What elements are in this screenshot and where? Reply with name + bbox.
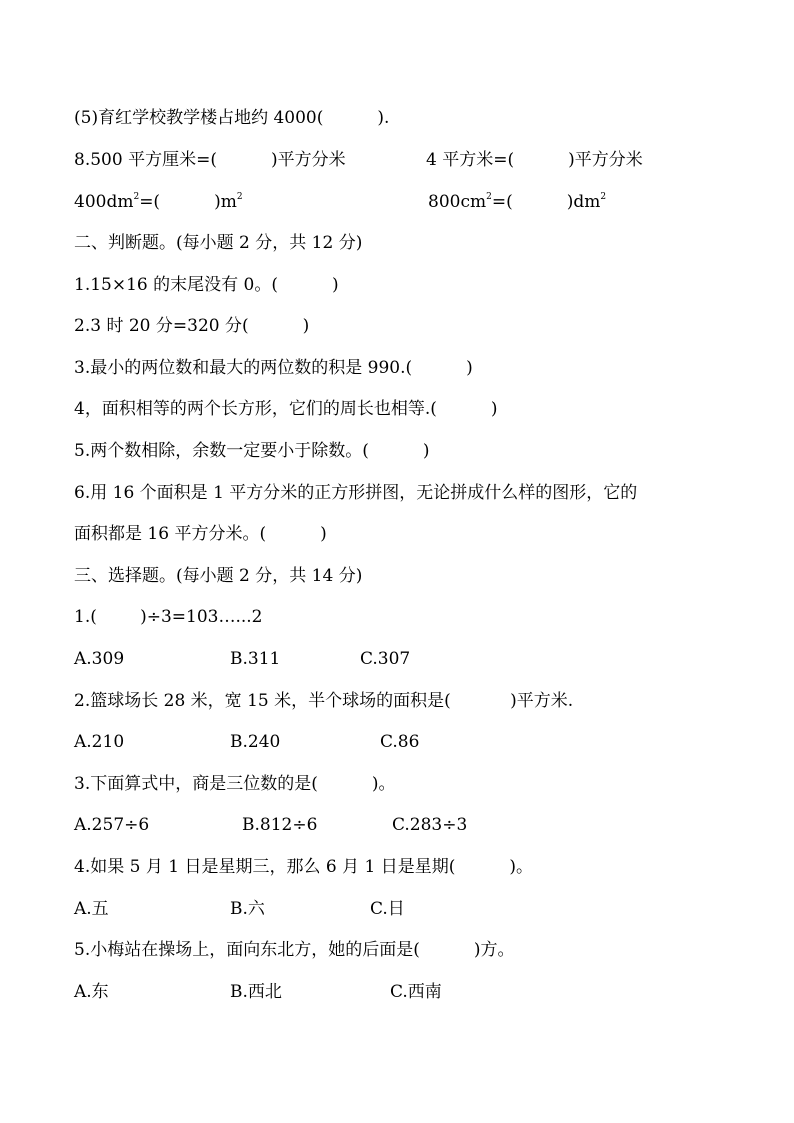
choice-question-3: 3.下面算式中，商是三位数的是( )。 — [74, 774, 396, 794]
unit-text: =( )m — [139, 192, 237, 212]
choice-q2-option-a: A.210 — [74, 732, 125, 752]
fill-in-item-5: (5)育红学校教学楼占地约 4000( ). — [74, 108, 390, 128]
superscript: 2 — [236, 192, 243, 202]
judgement-item-3: 3.最小的两位数和最大的两位数的积是 990.( ) — [74, 358, 473, 378]
judgement-heading: 二、判断题。(每小题 2 分，共 12 分) — [74, 233, 363, 253]
judgement-item-5: 5.两个数相除，余数一定要小于除数。( ) — [74, 441, 430, 461]
choice-q2-option-c: C.86 — [380, 732, 420, 752]
choice-q4-option-a: A.五 — [74, 899, 109, 919]
choice-question-4: 4.如果 5 月 1 日是星期三，那么 6 月 1 日是星期( )。 — [74, 857, 534, 877]
choice-question-1: 1.( )÷3=103…...2 — [74, 607, 263, 627]
judgement-item-6-line-2: 面积都是 16 平方分米。( ) — [74, 524, 327, 544]
choice-q1-option-a: A.309 — [74, 649, 125, 669]
fill-in-q8-right: 4 平方米=( )平方分米 — [426, 150, 643, 170]
choice-q4-option-b: B.六 — [230, 899, 265, 919]
choice-q2-option-b: B.240 — [230, 732, 281, 752]
fill-in-q8b-right — [428, 191, 606, 213]
choice-question-2: 2.篮球场长 28 米，宽 15 米，半个球场的面积是( )平方米. — [74, 691, 574, 711]
choice-q4-option-c: C.日 — [370, 899, 405, 919]
judgement-item-1: 1.15×16 的末尾没有 0。( ) — [74, 275, 339, 295]
superscript: 2 — [133, 192, 140, 202]
choice-q3-option-a: A.257÷6 — [74, 815, 150, 835]
unit-text: =( )dm — [491, 192, 601, 212]
superscript: 2 — [486, 192, 492, 202]
fill-in-q8b-left — [74, 191, 243, 213]
unit-text: 800cm — [428, 192, 487, 212]
judgement-item-4: 4，面积相等的两个长方形，它们的周长也相等.( ) — [74, 399, 498, 419]
choice-q3-option-c: C.283÷3 — [392, 815, 468, 835]
choice-q5-option-b: B.西北 — [230, 982, 282, 1002]
fill-in-q8-left: 8.500 平方厘米=( )平方分米 — [74, 150, 346, 170]
choice-q3-option-b: B.812÷6 — [242, 815, 318, 835]
unit-text: 400dm — [74, 192, 134, 212]
choice-q5-option-c: C.西南 — [390, 982, 442, 1002]
choice-heading: 三、选择题。(每小题 2 分，共 14 分) — [74, 566, 363, 586]
choice-q5-option-a: A.东 — [74, 982, 109, 1002]
choice-question-5: 5.小梅站在操场上，面向东北方，她的后面是( )方。 — [74, 940, 515, 960]
judgement-item-6-line-1: 6.用 16 个面积是 1 平方分米的正方形拼图，无论拼成什么样的图形，它的 — [74, 483, 638, 503]
choice-q1-option-c: C.307 — [360, 649, 411, 669]
superscript: 2 — [600, 192, 607, 202]
choice-q1-option-b: B.311 — [230, 649, 281, 669]
judgement-item-2: 2.3 时 20 分=320 分( ) — [74, 316, 310, 336]
